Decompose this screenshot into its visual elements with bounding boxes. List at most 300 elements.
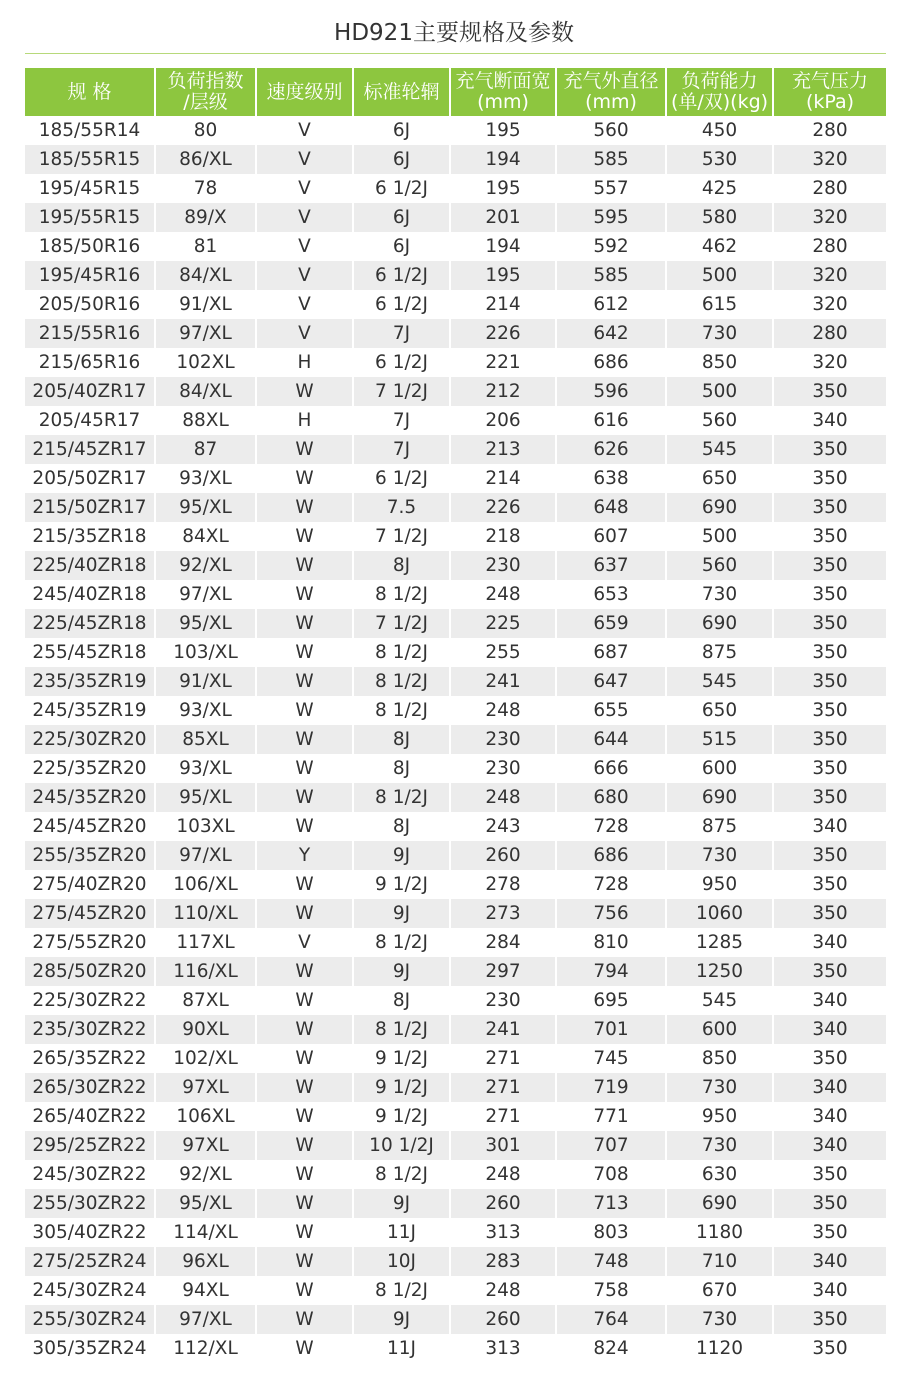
- cell-load-index: 95/XL: [156, 493, 257, 522]
- cell-inflation-pressure: 340: [774, 1276, 886, 1305]
- table-row: [25, 522, 886, 551]
- table-row: [25, 986, 886, 1015]
- cell-speed-rating: W: [257, 725, 354, 754]
- table-row: [25, 899, 886, 928]
- cell-inflation-pressure: 350: [774, 1044, 886, 1073]
- cell-load-index: 114/XL: [156, 1218, 257, 1247]
- cell-spec: 215/45ZR17: [25, 435, 156, 464]
- cell-outer-diameter: 592: [557, 232, 667, 261]
- cell-load-capacity: 650: [667, 696, 774, 725]
- table-row: [25, 464, 886, 493]
- table-row: [25, 348, 886, 377]
- cell-section-width: 218: [451, 522, 557, 551]
- cell-load-capacity: 950: [667, 870, 774, 899]
- cell-load-index: 95/XL: [156, 783, 257, 812]
- cell-outer-diameter: 666: [557, 754, 667, 783]
- table-row: [25, 957, 886, 986]
- cell-standard-rim: 9J: [354, 957, 451, 986]
- cell-load-index: 110/XL: [156, 899, 257, 928]
- cell-standard-rim: 9 1/2J: [354, 870, 451, 899]
- cell-load-index: 87XL: [156, 986, 257, 1015]
- cell-speed-rating: W: [257, 986, 354, 1015]
- cell-standard-rim: 9J: [354, 899, 451, 928]
- cell-load-capacity: 875: [667, 812, 774, 841]
- cell-outer-diameter: 713: [557, 1189, 667, 1218]
- table-row: [25, 696, 886, 725]
- cell-inflation-pressure: 320: [774, 348, 886, 377]
- cell-speed-rating: W: [257, 812, 354, 841]
- cell-load-capacity: 530: [667, 145, 774, 174]
- cell-load-capacity: 850: [667, 1044, 774, 1073]
- cell-spec: 215/50ZR17: [25, 493, 156, 522]
- table-row: [25, 667, 886, 696]
- table-row: [25, 1218, 886, 1247]
- cell-spec: 275/55ZR20: [25, 928, 156, 957]
- cell-load-index: 86/XL: [156, 145, 257, 174]
- cell-inflation-pressure: 320: [774, 290, 886, 319]
- cell-outer-diameter: 824: [557, 1334, 667, 1363]
- cell-section-width: 221: [451, 348, 557, 377]
- cell-speed-rating: W: [257, 1189, 354, 1218]
- cell-outer-diameter: 644: [557, 725, 667, 754]
- cell-outer-diameter: 612: [557, 290, 667, 319]
- table-row: [25, 551, 886, 580]
- cell-load-index: 93/XL: [156, 696, 257, 725]
- cell-load-index: 97/XL: [156, 1305, 257, 1334]
- cell-speed-rating: W: [257, 493, 354, 522]
- cell-inflation-pressure: 350: [774, 551, 886, 580]
- cell-load-index: 103/XL: [156, 638, 257, 667]
- cell-load-capacity: 690: [667, 783, 774, 812]
- cell-spec: 185/55R15: [25, 145, 156, 174]
- cell-standard-rim: 8J: [354, 754, 451, 783]
- cell-load-index: 97/XL: [156, 580, 257, 609]
- cell-spec: 245/30ZR22: [25, 1160, 156, 1189]
- cell-standard-rim: 6J: [354, 203, 451, 232]
- cell-outer-diameter: 708: [557, 1160, 667, 1189]
- cell-speed-rating: V: [257, 290, 354, 319]
- title-divider: [25, 53, 886, 54]
- table-row: [25, 174, 886, 203]
- cell-inflation-pressure: 350: [774, 1305, 886, 1334]
- cell-spec: 275/25ZR24: [25, 1247, 156, 1276]
- table-row: [25, 812, 886, 841]
- cell-spec: 195/45R16: [25, 261, 156, 290]
- cell-standard-rim: 8 1/2J: [354, 580, 451, 609]
- cell-speed-rating: W: [257, 754, 354, 783]
- cell-section-width: 241: [451, 667, 557, 696]
- table-row: [25, 1015, 886, 1044]
- cell-load-capacity: 730: [667, 1073, 774, 1102]
- cell-outer-diameter: 758: [557, 1276, 667, 1305]
- cell-standard-rim: 6 1/2J: [354, 290, 451, 319]
- cell-section-width: 248: [451, 696, 557, 725]
- cell-section-width: 195: [451, 116, 557, 145]
- cell-load-capacity: 850: [667, 348, 774, 377]
- cell-standard-rim: 7J: [354, 406, 451, 435]
- cell-speed-rating: W: [257, 1015, 354, 1044]
- cell-section-width: 248: [451, 580, 557, 609]
- cell-load-capacity: 730: [667, 841, 774, 870]
- table-row: [25, 1305, 886, 1334]
- cell-inflation-pressure: 340: [774, 1102, 886, 1131]
- cell-load-index: 96XL: [156, 1247, 257, 1276]
- cell-spec: 305/40ZR22: [25, 1218, 156, 1247]
- table-row: [25, 1247, 886, 1276]
- cell-inflation-pressure: 350: [774, 754, 886, 783]
- cell-outer-diameter: 748: [557, 1247, 667, 1276]
- table-row: [25, 435, 886, 464]
- cell-load-capacity: 545: [667, 986, 774, 1015]
- table-row: [25, 1334, 886, 1363]
- cell-load-capacity: 730: [667, 1131, 774, 1160]
- cell-load-capacity: 630: [667, 1160, 774, 1189]
- cell-load-capacity: 690: [667, 609, 774, 638]
- header-cell-load-capacity: 负荷能力 (单/双)(kg): [667, 68, 774, 116]
- cell-inflation-pressure: 350: [774, 899, 886, 928]
- cell-standard-rim: 7J: [354, 319, 451, 348]
- cell-inflation-pressure: 350: [774, 435, 886, 464]
- cell-load-capacity: 462: [667, 232, 774, 261]
- cell-load-capacity: 545: [667, 435, 774, 464]
- cell-spec: 205/40ZR17: [25, 377, 156, 406]
- cell-standard-rim: 8J: [354, 986, 451, 1015]
- cell-outer-diameter: 595: [557, 203, 667, 232]
- cell-inflation-pressure: 350: [774, 1160, 886, 1189]
- cell-spec: 265/30ZR22: [25, 1073, 156, 1102]
- cell-load-capacity: 580: [667, 203, 774, 232]
- table-row: [25, 725, 886, 754]
- cell-section-width: 230: [451, 986, 557, 1015]
- cell-spec: 245/35ZR19: [25, 696, 156, 725]
- cell-spec: 255/30ZR22: [25, 1189, 156, 1218]
- cell-load-index: 91/XL: [156, 667, 257, 696]
- cell-load-index: 85XL: [156, 725, 257, 754]
- cell-outer-diameter: 607: [557, 522, 667, 551]
- cell-load-index: 97XL: [156, 1073, 257, 1102]
- cell-section-width: 206: [451, 406, 557, 435]
- header-cell-spec: 规 格: [25, 68, 156, 116]
- cell-spec: 225/35ZR20: [25, 754, 156, 783]
- cell-load-index: 78: [156, 174, 257, 203]
- header-cell-speed-rating: 速度级别: [257, 68, 354, 116]
- cell-standard-rim: 7J: [354, 435, 451, 464]
- cell-inflation-pressure: 350: [774, 377, 886, 406]
- cell-section-width: 260: [451, 1189, 557, 1218]
- cell-section-width: 212: [451, 377, 557, 406]
- cell-spec: 275/40ZR20: [25, 870, 156, 899]
- cell-outer-diameter: 686: [557, 348, 667, 377]
- cell-speed-rating: V: [257, 116, 354, 145]
- cell-load-index: 97XL: [156, 1131, 257, 1160]
- cell-load-index: 91/XL: [156, 290, 257, 319]
- table-row: [25, 145, 886, 174]
- cell-standard-rim: 9J: [354, 1305, 451, 1334]
- cell-load-index: 97/XL: [156, 841, 257, 870]
- table-row: [25, 493, 886, 522]
- cell-speed-rating: W: [257, 464, 354, 493]
- cell-outer-diameter: 638: [557, 464, 667, 493]
- cell-load-capacity: 650: [667, 464, 774, 493]
- cell-speed-rating: W: [257, 638, 354, 667]
- spec-table: [25, 68, 886, 1363]
- cell-standard-rim: 6J: [354, 116, 451, 145]
- cell-load-index: 90XL: [156, 1015, 257, 1044]
- page-title: HD921主要规格及参数: [334, 20, 574, 46]
- table-row: [25, 377, 886, 406]
- cell-outer-diameter: 585: [557, 145, 667, 174]
- table-row: [25, 319, 886, 348]
- cell-outer-diameter: 616: [557, 406, 667, 435]
- cell-speed-rating: H: [257, 406, 354, 435]
- cell-load-capacity: 600: [667, 754, 774, 783]
- cell-speed-rating: W: [257, 1131, 354, 1160]
- cell-section-width: 226: [451, 493, 557, 522]
- cell-spec: 305/35ZR24: [25, 1334, 156, 1363]
- table-row: [25, 1276, 886, 1305]
- table-row: [25, 203, 886, 232]
- cell-inflation-pressure: 350: [774, 696, 886, 725]
- table-row: [25, 1189, 886, 1218]
- cell-load-index: 112/XL: [156, 1334, 257, 1363]
- cell-standard-rim: 6J: [354, 232, 451, 261]
- cell-standard-rim: 7 1/2J: [354, 609, 451, 638]
- cell-outer-diameter: 686: [557, 841, 667, 870]
- cell-spec: 225/30ZR20: [25, 725, 156, 754]
- cell-inflation-pressure: 350: [774, 1218, 886, 1247]
- cell-standard-rim: 10 1/2J: [354, 1131, 451, 1160]
- cell-standard-rim: 11J: [354, 1218, 451, 1247]
- cell-outer-diameter: 596: [557, 377, 667, 406]
- cell-spec: 185/55R14: [25, 116, 156, 145]
- cell-load-capacity: 1250: [667, 957, 774, 986]
- cell-load-index: 92/XL: [156, 1160, 257, 1189]
- cell-speed-rating: W: [257, 551, 354, 580]
- cell-section-width: 194: [451, 232, 557, 261]
- cell-spec: 195/45R15: [25, 174, 156, 203]
- cell-spec: 195/55R15: [25, 203, 156, 232]
- cell-load-index: 117XL: [156, 928, 257, 957]
- cell-load-index: 95/XL: [156, 1189, 257, 1218]
- cell-outer-diameter: 756: [557, 899, 667, 928]
- cell-outer-diameter: 794: [557, 957, 667, 986]
- cell-load-capacity: 1180: [667, 1218, 774, 1247]
- table-row: [25, 928, 886, 957]
- table-row: [25, 580, 886, 609]
- cell-load-capacity: 450: [667, 116, 774, 145]
- spec-table-body: [25, 116, 886, 1363]
- table-row: [25, 1160, 886, 1189]
- cell-inflation-pressure: 340: [774, 812, 886, 841]
- cell-standard-rim: 6 1/2J: [354, 464, 451, 493]
- cell-speed-rating: W: [257, 1305, 354, 1334]
- cell-load-capacity: 730: [667, 1305, 774, 1334]
- cell-speed-rating: W: [257, 1102, 354, 1131]
- cell-speed-rating: W: [257, 1044, 354, 1073]
- table-row: [25, 1044, 886, 1073]
- cell-outer-diameter: 557: [557, 174, 667, 203]
- cell-inflation-pressure: 340: [774, 1015, 886, 1044]
- cell-load-capacity: 600: [667, 1015, 774, 1044]
- cell-spec: 255/45ZR18: [25, 638, 156, 667]
- cell-outer-diameter: 810: [557, 928, 667, 957]
- cell-inflation-pressure: 340: [774, 1073, 886, 1102]
- cell-inflation-pressure: 350: [774, 638, 886, 667]
- cell-section-width: 313: [451, 1334, 557, 1363]
- cell-section-width: 297: [451, 957, 557, 986]
- cell-outer-diameter: 728: [557, 812, 667, 841]
- cell-inflation-pressure: 320: [774, 203, 886, 232]
- cell-outer-diameter: 626: [557, 435, 667, 464]
- cell-standard-rim: 8 1/2J: [354, 667, 451, 696]
- header-row: [25, 68, 886, 116]
- cell-section-width: 271: [451, 1102, 557, 1131]
- cell-standard-rim: 7.5: [354, 493, 451, 522]
- cell-section-width: 248: [451, 1276, 557, 1305]
- cell-speed-rating: W: [257, 1160, 354, 1189]
- cell-standard-rim: 8 1/2J: [354, 1015, 451, 1044]
- cell-standard-rim: 6 1/2J: [354, 174, 451, 203]
- cell-outer-diameter: 701: [557, 1015, 667, 1044]
- cell-outer-diameter: 585: [557, 261, 667, 290]
- cell-load-index: 81: [156, 232, 257, 261]
- cell-spec: 255/35ZR20: [25, 841, 156, 870]
- cell-spec: 245/35ZR20: [25, 783, 156, 812]
- cell-speed-rating: W: [257, 580, 354, 609]
- cell-load-capacity: 670: [667, 1276, 774, 1305]
- cell-inflation-pressure: 350: [774, 783, 886, 812]
- cell-load-capacity: 950: [667, 1102, 774, 1131]
- cell-section-width: 260: [451, 841, 557, 870]
- cell-load-index: 102XL: [156, 348, 257, 377]
- table-row: [25, 290, 886, 319]
- cell-speed-rating: W: [257, 667, 354, 696]
- cell-inflation-pressure: 340: [774, 928, 886, 957]
- cell-speed-rating: W: [257, 870, 354, 899]
- cell-outer-diameter: 642: [557, 319, 667, 348]
- cell-standard-rim: 9 1/2J: [354, 1102, 451, 1131]
- cell-speed-rating: W: [257, 522, 354, 551]
- cell-section-width: 248: [451, 783, 557, 812]
- cell-inflation-pressure: 320: [774, 145, 886, 174]
- cell-inflation-pressure: 350: [774, 609, 886, 638]
- cell-inflation-pressure: 350: [774, 1189, 886, 1218]
- cell-load-index: 106/XL: [156, 870, 257, 899]
- cell-load-index: 102/XL: [156, 1044, 257, 1073]
- header-cell-inflation-pressure: 充气压力 (kPa): [774, 68, 886, 116]
- cell-load-capacity: 500: [667, 522, 774, 551]
- cell-load-index: 84XL: [156, 522, 257, 551]
- header-cell-load-index: 负荷指数 /层级: [156, 68, 257, 116]
- cell-spec: 225/45ZR18: [25, 609, 156, 638]
- cell-standard-rim: 8J: [354, 725, 451, 754]
- cell-standard-rim: 6J: [354, 145, 451, 174]
- cell-load-capacity: 1285: [667, 928, 774, 957]
- cell-standard-rim: 8J: [354, 551, 451, 580]
- cell-standard-rim: 8 1/2J: [354, 928, 451, 957]
- cell-section-width: 213: [451, 435, 557, 464]
- cell-speed-rating: V: [257, 232, 354, 261]
- cell-inflation-pressure: 350: [774, 493, 886, 522]
- cell-inflation-pressure: 340: [774, 986, 886, 1015]
- cell-inflation-pressure: 350: [774, 870, 886, 899]
- cell-section-width: 273: [451, 899, 557, 928]
- cell-section-width: 230: [451, 551, 557, 580]
- cell-speed-rating: W: [257, 377, 354, 406]
- cell-speed-rating: H: [257, 348, 354, 377]
- cell-spec: 235/35ZR19: [25, 667, 156, 696]
- header-cell-standard-rim: 标准轮辋: [354, 68, 451, 116]
- cell-load-capacity: 425: [667, 174, 774, 203]
- cell-load-capacity: 500: [667, 377, 774, 406]
- cell-section-width: 313: [451, 1218, 557, 1247]
- cell-outer-diameter: 803: [557, 1218, 667, 1247]
- cell-inflation-pressure: 350: [774, 522, 886, 551]
- table-row: [25, 1073, 886, 1102]
- cell-spec: 235/30ZR22: [25, 1015, 156, 1044]
- cell-standard-rim: 8 1/2J: [354, 783, 451, 812]
- cell-speed-rating: V: [257, 319, 354, 348]
- cell-spec: 295/25ZR22: [25, 1131, 156, 1160]
- table-row: [25, 1131, 886, 1160]
- cell-load-capacity: 615: [667, 290, 774, 319]
- cell-section-width: 243: [451, 812, 557, 841]
- cell-speed-rating: V: [257, 174, 354, 203]
- cell-inflation-pressure: 350: [774, 1334, 886, 1363]
- cell-inflation-pressure: 280: [774, 116, 886, 145]
- cell-section-width: 278: [451, 870, 557, 899]
- cell-outer-diameter: 653: [557, 580, 667, 609]
- cell-section-width: 260: [451, 1305, 557, 1334]
- cell-load-capacity: 1120: [667, 1334, 774, 1363]
- cell-standard-rim: 8 1/2J: [354, 1160, 451, 1189]
- cell-spec: 245/30ZR24: [25, 1276, 156, 1305]
- cell-inflation-pressure: 340: [774, 406, 886, 435]
- cell-inflation-pressure: 280: [774, 174, 886, 203]
- cell-outer-diameter: 687: [557, 638, 667, 667]
- cell-speed-rating: W: [257, 899, 354, 928]
- cell-speed-rating: V: [257, 145, 354, 174]
- cell-outer-diameter: 659: [557, 609, 667, 638]
- cell-load-capacity: 875: [667, 638, 774, 667]
- cell-speed-rating: V: [257, 203, 354, 232]
- cell-inflation-pressure: 340: [774, 1247, 886, 1276]
- cell-spec: 275/45ZR20: [25, 899, 156, 928]
- table-row: [25, 406, 886, 435]
- cell-section-width: 271: [451, 1073, 557, 1102]
- table-row: [25, 1102, 886, 1131]
- cell-standard-rim: 10J: [354, 1247, 451, 1276]
- cell-load-index: 84/XL: [156, 261, 257, 290]
- cell-standard-rim: 8 1/2J: [354, 638, 451, 667]
- table-row: [25, 638, 886, 667]
- cell-section-width: 214: [451, 290, 557, 319]
- cell-load-index: 84/XL: [156, 377, 257, 406]
- cell-speed-rating: V: [257, 928, 354, 957]
- cell-outer-diameter: 707: [557, 1131, 667, 1160]
- cell-section-width: 301: [451, 1131, 557, 1160]
- cell-section-width: 225: [451, 609, 557, 638]
- cell-section-width: 230: [451, 725, 557, 754]
- cell-speed-rating: W: [257, 1073, 354, 1102]
- cell-load-capacity: 730: [667, 580, 774, 609]
- cell-section-width: 255: [451, 638, 557, 667]
- cell-outer-diameter: 764: [557, 1305, 667, 1334]
- cell-spec: 255/30ZR24: [25, 1305, 156, 1334]
- cell-section-width: 195: [451, 261, 557, 290]
- cell-inflation-pressure: 350: [774, 841, 886, 870]
- cell-spec: 285/50ZR20: [25, 957, 156, 986]
